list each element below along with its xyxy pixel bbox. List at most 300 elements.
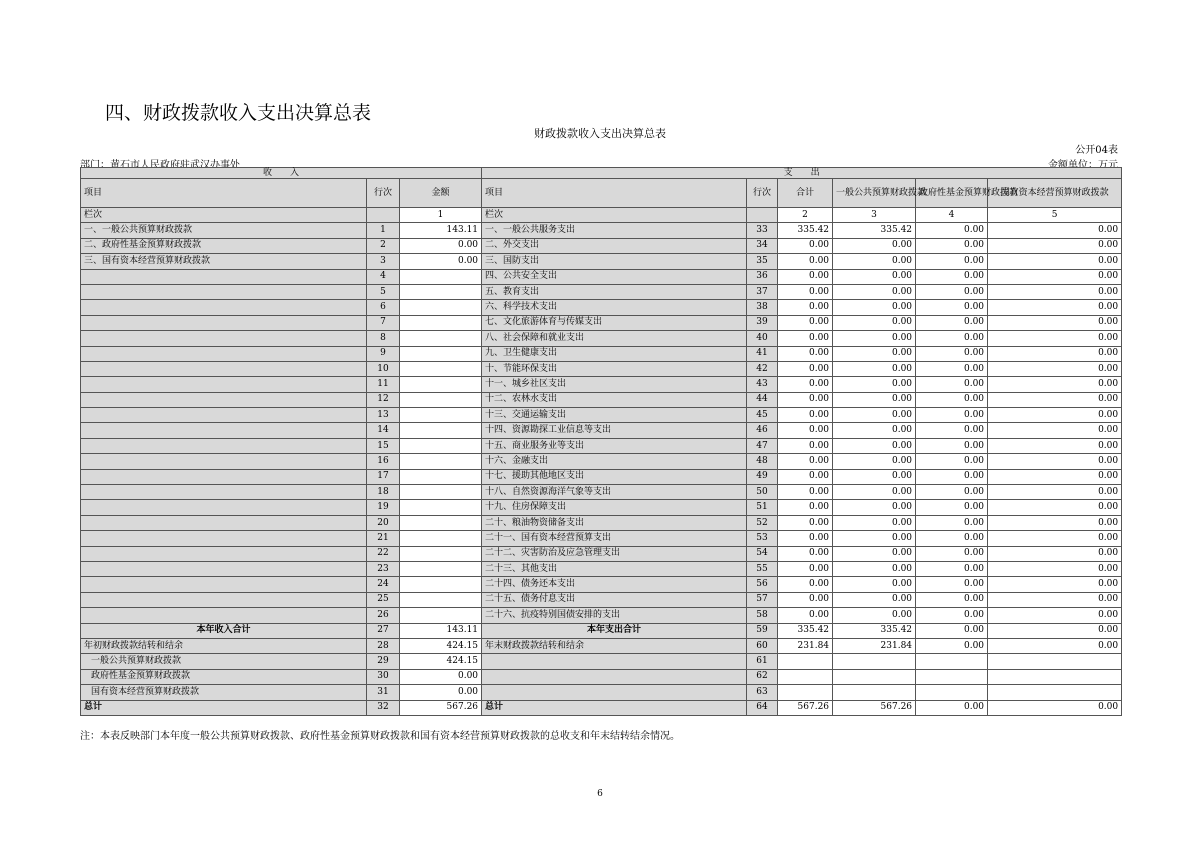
expense-item: 二十五、债务付息支出 — [482, 592, 747, 607]
expense-state-capital: 0.00 — [988, 592, 1122, 607]
expense-row-no: 59 — [747, 623, 778, 638]
income-row-no: 20 — [367, 515, 400, 530]
income-item — [81, 392, 367, 407]
expense-state-capital: 0.00 — [988, 408, 1122, 423]
expense-gov-fund: 0.00 — [916, 546, 988, 561]
expense-state-capital: 0.00 — [988, 254, 1122, 269]
expense-general: 0.00 — [833, 500, 916, 515]
income-row-no: 24 — [367, 577, 400, 592]
expense-total: 0.00 — [778, 608, 833, 623]
expense-item: 十三、交通运输支出 — [482, 408, 747, 423]
expense-row-no: 54 — [747, 546, 778, 561]
expense-general: 0.00 — [833, 315, 916, 330]
expense-item: 本年支出合计 — [482, 623, 747, 638]
expense-row-no: 51 — [747, 500, 778, 515]
col-label-1: 1 — [400, 208, 482, 223]
expense-item: 十、节能环保支出 — [482, 361, 747, 376]
income-row-no: 10 — [367, 361, 400, 376]
expense-item: 一、一般公共服务支出 — [482, 223, 747, 238]
table-row — [81, 669, 1122, 684]
income-item: 本年收入合计 — [81, 623, 367, 638]
income-amount: 143.11 — [400, 223, 482, 238]
income-item — [81, 284, 367, 299]
table-row — [81, 438, 1122, 453]
income-item — [81, 315, 367, 330]
income-amount — [400, 531, 482, 546]
expense-row-no: 40 — [747, 331, 778, 346]
expense-row-no: 49 — [747, 469, 778, 484]
income-item — [81, 592, 367, 607]
income-row-no: 8 — [367, 331, 400, 346]
income-item: 政府性基金预算财政拨款 — [81, 669, 367, 684]
expense-total — [778, 669, 833, 684]
expense-state-capital: 0.00 — [988, 700, 1122, 715]
expense-state-capital: 0.00 — [988, 500, 1122, 515]
expense-total: 0.00 — [778, 485, 833, 500]
income-amount — [400, 269, 482, 284]
expense-state-capital: 0.00 — [988, 392, 1122, 407]
income-amount — [400, 515, 482, 530]
expense-item: 四、公共安全支出 — [482, 269, 747, 284]
expense-general: 0.00 — [833, 254, 916, 269]
expense-item: 五、教育支出 — [482, 284, 747, 299]
col-header-total: 合计 — [778, 179, 833, 208]
table-row — [81, 700, 1122, 715]
income-amount — [400, 500, 482, 515]
expense-item: 二十、粮油物资储备支出 — [482, 515, 747, 530]
expense-state-capital: 0.00 — [988, 346, 1122, 361]
income-amount — [400, 346, 482, 361]
expense-gov-fund: 0.00 — [916, 254, 988, 269]
expense-total: 0.00 — [778, 454, 833, 469]
expense-gov-fund: 0.00 — [916, 485, 988, 500]
income-row-no: 13 — [367, 408, 400, 423]
expense-row-no: 37 — [747, 284, 778, 299]
table-row — [81, 577, 1122, 592]
expense-item: 二十一、国有资本经营预算支出 — [482, 531, 747, 546]
income-row-no: 2 — [367, 238, 400, 253]
table-row — [81, 485, 1122, 500]
income-amount — [400, 577, 482, 592]
income-amount — [400, 561, 482, 576]
expense-item: 九、卫生健康支出 — [482, 346, 747, 361]
expense-state-capital: 0.00 — [988, 515, 1122, 530]
income-item — [81, 500, 367, 515]
expense-state-capital: 0.00 — [988, 608, 1122, 623]
expense-item: 总计 — [482, 700, 747, 715]
income-amount: 424.15 — [400, 654, 482, 669]
expense-section-header: 支 出 — [482, 168, 1122, 179]
footnote: 注：本表反映部门本年度一般公共预算财政拨款、政府性基金预算财政拨款和国有资本经营预算财政拨款的总收支和年末结转结余情况。 — [80, 731, 680, 742]
expense-row-no: 60 — [747, 638, 778, 653]
col-header-amount: 金额 — [400, 179, 482, 208]
expense-general: 0.00 — [833, 331, 916, 346]
expense-general: 0.00 — [833, 577, 916, 592]
expense-item: 十六、金融支出 — [482, 454, 747, 469]
table-row — [81, 377, 1122, 392]
expense-gov-fund: 0.00 — [916, 454, 988, 469]
expense-gov-fund: 0.00 — [916, 515, 988, 530]
expense-row-no: 44 — [747, 392, 778, 407]
expense-item: 十四、资源勘探工业信息等支出 — [482, 423, 747, 438]
expense-general: 0.00 — [833, 269, 916, 284]
expense-item — [482, 685, 747, 700]
col-label-4: 4 — [916, 208, 988, 223]
expense-total: 0.00 — [778, 361, 833, 376]
expense-general: 0.00 — [833, 531, 916, 546]
expense-gov-fund: 0.00 — [916, 408, 988, 423]
table-row — [81, 608, 1122, 623]
col-label-3: 3 — [833, 208, 916, 223]
income-row-no: 15 — [367, 438, 400, 453]
income-item: 一、一般公共预算财政拨款 — [81, 223, 367, 238]
income-item — [81, 408, 367, 423]
income-row-no: 16 — [367, 454, 400, 469]
col-header-item-expense: 项目 — [482, 179, 747, 208]
expense-item: 十二、农林水支出 — [482, 392, 747, 407]
expense-item — [482, 654, 747, 669]
expense-row-no: 34 — [747, 238, 778, 253]
table-title: 财政拨款收入支出决算总表 — [534, 127, 666, 140]
income-item — [81, 577, 367, 592]
table-row — [81, 454, 1122, 469]
expense-row-no: 39 — [747, 315, 778, 330]
income-amount — [400, 608, 482, 623]
table-row — [81, 685, 1122, 700]
expense-state-capital: 0.00 — [988, 300, 1122, 315]
expense-item — [482, 669, 747, 684]
table-row — [81, 392, 1122, 407]
expense-total: 0.00 — [778, 315, 833, 330]
income-item: 总计 — [81, 700, 367, 715]
expense-row-no: 63 — [747, 685, 778, 700]
expense-total: 567.26 — [778, 700, 833, 715]
expense-state-capital: 0.00 — [988, 438, 1122, 453]
expense-total: 0.00 — [778, 331, 833, 346]
income-row-no: 6 — [367, 300, 400, 315]
table-row — [81, 623, 1122, 638]
expense-row-no: 35 — [747, 254, 778, 269]
income-amount — [400, 284, 482, 299]
income-row-no: 4 — [367, 269, 400, 284]
expense-row-no: 42 — [747, 361, 778, 376]
expense-item: 十一、城乡社区支出 — [482, 377, 747, 392]
income-row-no: 22 — [367, 546, 400, 561]
income-item — [81, 485, 367, 500]
form-number: 公开04表 — [1075, 145, 1118, 156]
budget-table — [80, 167, 1122, 716]
expense-total — [778, 685, 833, 700]
expense-state-capital: 0.00 — [988, 269, 1122, 284]
expense-row-no: 61 — [747, 654, 778, 669]
page-number: 6 — [597, 789, 603, 799]
table-row — [81, 254, 1122, 269]
income-item: 国有资本经营预算财政拨款 — [81, 685, 367, 700]
expense-item: 十七、援助其他地区支出 — [482, 469, 747, 484]
table-row — [81, 546, 1122, 561]
income-amount — [400, 454, 482, 469]
income-amount — [400, 392, 482, 407]
expense-row-no: 52 — [747, 515, 778, 530]
income-amount — [400, 423, 482, 438]
expense-row-no: 57 — [747, 592, 778, 607]
department-label: 部门：黄石市人民政府驻武汉办事处 — [80, 160, 240, 171]
income-row-no: 30 — [367, 669, 400, 684]
income-item — [81, 423, 367, 438]
expense-gov-fund: 0.00 — [916, 377, 988, 392]
expense-total: 0.00 — [778, 269, 833, 284]
expense-row-no: 48 — [747, 454, 778, 469]
income-amount — [400, 408, 482, 423]
col-header-general: 一般公共预算财政拨款 — [833, 179, 916, 208]
table-row — [81, 500, 1122, 515]
table-row — [81, 269, 1122, 284]
expense-general: 335.42 — [833, 223, 916, 238]
income-amount — [400, 300, 482, 315]
expense-general: 0.00 — [833, 377, 916, 392]
expense-row-no: 47 — [747, 438, 778, 453]
expense-general: 0.00 — [833, 608, 916, 623]
expense-row-no: 33 — [747, 223, 778, 238]
income-row-no: 1 — [367, 223, 400, 238]
expense-total: 0.00 — [778, 561, 833, 576]
income-row-no: 11 — [367, 377, 400, 392]
expense-general: 0.00 — [833, 485, 916, 500]
expense-total: 0.00 — [778, 346, 833, 361]
income-amount — [400, 592, 482, 607]
expense-gov-fund: 0.00 — [916, 700, 988, 715]
income-item — [81, 561, 367, 576]
expense-total: 0.00 — [778, 592, 833, 607]
expense-general: 0.00 — [833, 284, 916, 299]
expense-state-capital: 0.00 — [988, 423, 1122, 438]
income-row-no: 21 — [367, 531, 400, 546]
expense-general: 0.00 — [833, 408, 916, 423]
income-amount: 143.11 — [400, 623, 482, 638]
expense-gov-fund — [916, 669, 988, 684]
expense-general: 335.42 — [833, 623, 916, 638]
table-row — [81, 654, 1122, 669]
income-item — [81, 531, 367, 546]
income-row-no: 12 — [367, 392, 400, 407]
income-amount — [400, 438, 482, 453]
income-item — [81, 269, 367, 284]
expense-gov-fund: 0.00 — [916, 238, 988, 253]
income-item — [81, 608, 367, 623]
col-header-item: 项目 — [81, 179, 367, 208]
expense-gov-fund: 0.00 — [916, 223, 988, 238]
income-amount — [400, 361, 482, 376]
income-row-no: 32 — [367, 700, 400, 715]
income-row-no: 31 — [367, 685, 400, 700]
expense-row-no: 41 — [747, 346, 778, 361]
expense-general: 0.00 — [833, 454, 916, 469]
col-header-gov-fund: 政府性基金预算财政拨款 — [916, 179, 988, 208]
expense-row-no: 58 — [747, 608, 778, 623]
col-label-2: 2 — [778, 208, 833, 223]
expense-row-no: 38 — [747, 300, 778, 315]
expense-gov-fund — [916, 685, 988, 700]
table-row — [81, 238, 1122, 253]
expense-general: 0.00 — [833, 423, 916, 438]
table-row — [81, 315, 1122, 330]
expense-general: 0.00 — [833, 361, 916, 376]
expense-total: 0.00 — [778, 392, 833, 407]
expense-row-no: 43 — [747, 377, 778, 392]
expense-gov-fund: 0.00 — [916, 315, 988, 330]
table-row — [81, 361, 1122, 376]
income-row-no: 7 — [367, 315, 400, 330]
expense-total: 0.00 — [778, 238, 833, 253]
page-heading: 四、财政拨款收入支出决算总表 — [105, 102, 372, 124]
expense-gov-fund — [916, 654, 988, 669]
expense-gov-fund: 0.00 — [916, 269, 988, 284]
income-amount: 0.00 — [400, 254, 482, 269]
expense-state-capital — [988, 685, 1122, 700]
table-row — [81, 423, 1122, 438]
expense-row-no: 62 — [747, 669, 778, 684]
unit-label: 金额单位：万元 — [1048, 160, 1118, 171]
expense-state-capital: 0.00 — [988, 531, 1122, 546]
income-row-no: 14 — [367, 423, 400, 438]
col-header-row-no: 行次 — [367, 179, 400, 208]
col-label-right: 栏次 — [482, 208, 747, 223]
expense-state-capital: 0.00 — [988, 361, 1122, 376]
table-row — [81, 284, 1122, 299]
income-item: 一般公共预算财政拨款 — [81, 654, 367, 669]
col-header-row-no-expense: 行次 — [747, 179, 778, 208]
expense-gov-fund: 0.00 — [916, 284, 988, 299]
expense-total: 0.00 — [778, 423, 833, 438]
income-item — [81, 454, 367, 469]
expense-item: 七、文化旅游体育与传媒支出 — [482, 315, 747, 330]
expense-state-capital: 0.00 — [988, 577, 1122, 592]
income-row-no: 23 — [367, 561, 400, 576]
expense-state-capital: 0.00 — [988, 284, 1122, 299]
expense-total: 0.00 — [778, 577, 833, 592]
income-row-no: 28 — [367, 638, 400, 653]
table-row — [81, 638, 1122, 653]
expense-state-capital — [988, 654, 1122, 669]
expense-row-no: 46 — [747, 423, 778, 438]
expense-total: 335.42 — [778, 623, 833, 638]
expense-total: 0.00 — [778, 408, 833, 423]
table-row — [81, 561, 1122, 576]
income-item: 年初财政拨款结转和结余 — [81, 638, 367, 653]
income-item — [81, 300, 367, 315]
income-amount — [400, 331, 482, 346]
expense-gov-fund: 0.00 — [916, 469, 988, 484]
income-item — [81, 469, 367, 484]
expense-item: 十五、商业服务业等支出 — [482, 438, 747, 453]
expense-general: 0.00 — [833, 238, 916, 253]
expense-item: 二、外交支出 — [482, 238, 747, 253]
expense-gov-fund: 0.00 — [916, 346, 988, 361]
expense-state-capital: 0.00 — [988, 315, 1122, 330]
expense-total: 0.00 — [778, 546, 833, 561]
income-row-no: 25 — [367, 592, 400, 607]
income-row-no: 3 — [367, 254, 400, 269]
income-amount — [400, 485, 482, 500]
expense-total: 0.00 — [778, 300, 833, 315]
expense-gov-fund: 0.00 — [916, 531, 988, 546]
income-row-no: 29 — [367, 654, 400, 669]
expense-row-no: 36 — [747, 269, 778, 284]
expense-row-no: 55 — [747, 561, 778, 576]
expense-total: 0.00 — [778, 284, 833, 299]
expense-gov-fund: 0.00 — [916, 577, 988, 592]
expense-general — [833, 654, 916, 669]
income-amount — [400, 315, 482, 330]
income-amount — [400, 546, 482, 561]
expense-item: 二十四、债务还本支出 — [482, 577, 747, 592]
expense-state-capital: 0.00 — [988, 454, 1122, 469]
table-row — [81, 515, 1122, 530]
table-row — [81, 592, 1122, 607]
expense-row-no: 64 — [747, 700, 778, 715]
expense-item: 年末财政拨款结转和结余 — [482, 638, 747, 653]
income-item: 三、国有资本经营预算财政拨款 — [81, 254, 367, 269]
income-amount — [400, 469, 482, 484]
expense-row-no: 45 — [747, 408, 778, 423]
expense-total: 0.00 — [778, 515, 833, 530]
expense-gov-fund: 0.00 — [916, 361, 988, 376]
expense-gov-fund: 0.00 — [916, 561, 988, 576]
expense-general: 0.00 — [833, 469, 916, 484]
expense-item: 十九、住房保障支出 — [482, 500, 747, 515]
expense-row-no: 56 — [747, 577, 778, 592]
expense-total: 0.00 — [778, 438, 833, 453]
expense-item: 十八、自然资源海洋气象等支出 — [482, 485, 747, 500]
income-item — [81, 377, 367, 392]
income-row-no: 19 — [367, 500, 400, 515]
col-header-state-capital: 国有资本经营预算财政拨款 — [988, 179, 1122, 208]
expense-state-capital: 0.00 — [988, 561, 1122, 576]
expense-total: 0.00 — [778, 254, 833, 269]
table-row — [81, 300, 1122, 315]
expense-general — [833, 669, 916, 684]
income-amount: 424.15 — [400, 638, 482, 653]
expense-item: 二十二、灾害防治及应急管理支出 — [482, 546, 747, 561]
expense-general — [833, 685, 916, 700]
expense-total: 0.00 — [778, 531, 833, 546]
income-amount: 0.00 — [400, 669, 482, 684]
income-amount: 567.26 — [400, 700, 482, 715]
expense-row-no: 50 — [747, 485, 778, 500]
income-row-no: 26 — [367, 608, 400, 623]
income-row-no: 18 — [367, 485, 400, 500]
expense-state-capital: 0.00 — [988, 623, 1122, 638]
expense-general: 0.00 — [833, 592, 916, 607]
table-row — [81, 408, 1122, 423]
expense-total: 0.00 — [778, 469, 833, 484]
income-amount: 0.00 — [400, 685, 482, 700]
expense-state-capital: 0.00 — [988, 377, 1122, 392]
expense-item: 六、科学技术支出 — [482, 300, 747, 315]
expense-general: 0.00 — [833, 300, 916, 315]
expense-total: 0.00 — [778, 377, 833, 392]
table-row — [81, 469, 1122, 484]
income-row-no: 27 — [367, 623, 400, 638]
expense-general: 0.00 — [833, 392, 916, 407]
income-item — [81, 546, 367, 561]
expense-item: 二十六、抗疫特别国债安排的支出 — [482, 608, 747, 623]
income-section-header: 收 入 — [81, 168, 482, 179]
income-item: 二、政府性基金预算财政拨款 — [81, 238, 367, 253]
expense-general: 0.00 — [833, 346, 916, 361]
expense-general: 567.26 — [833, 700, 916, 715]
expense-row-no: 53 — [747, 531, 778, 546]
